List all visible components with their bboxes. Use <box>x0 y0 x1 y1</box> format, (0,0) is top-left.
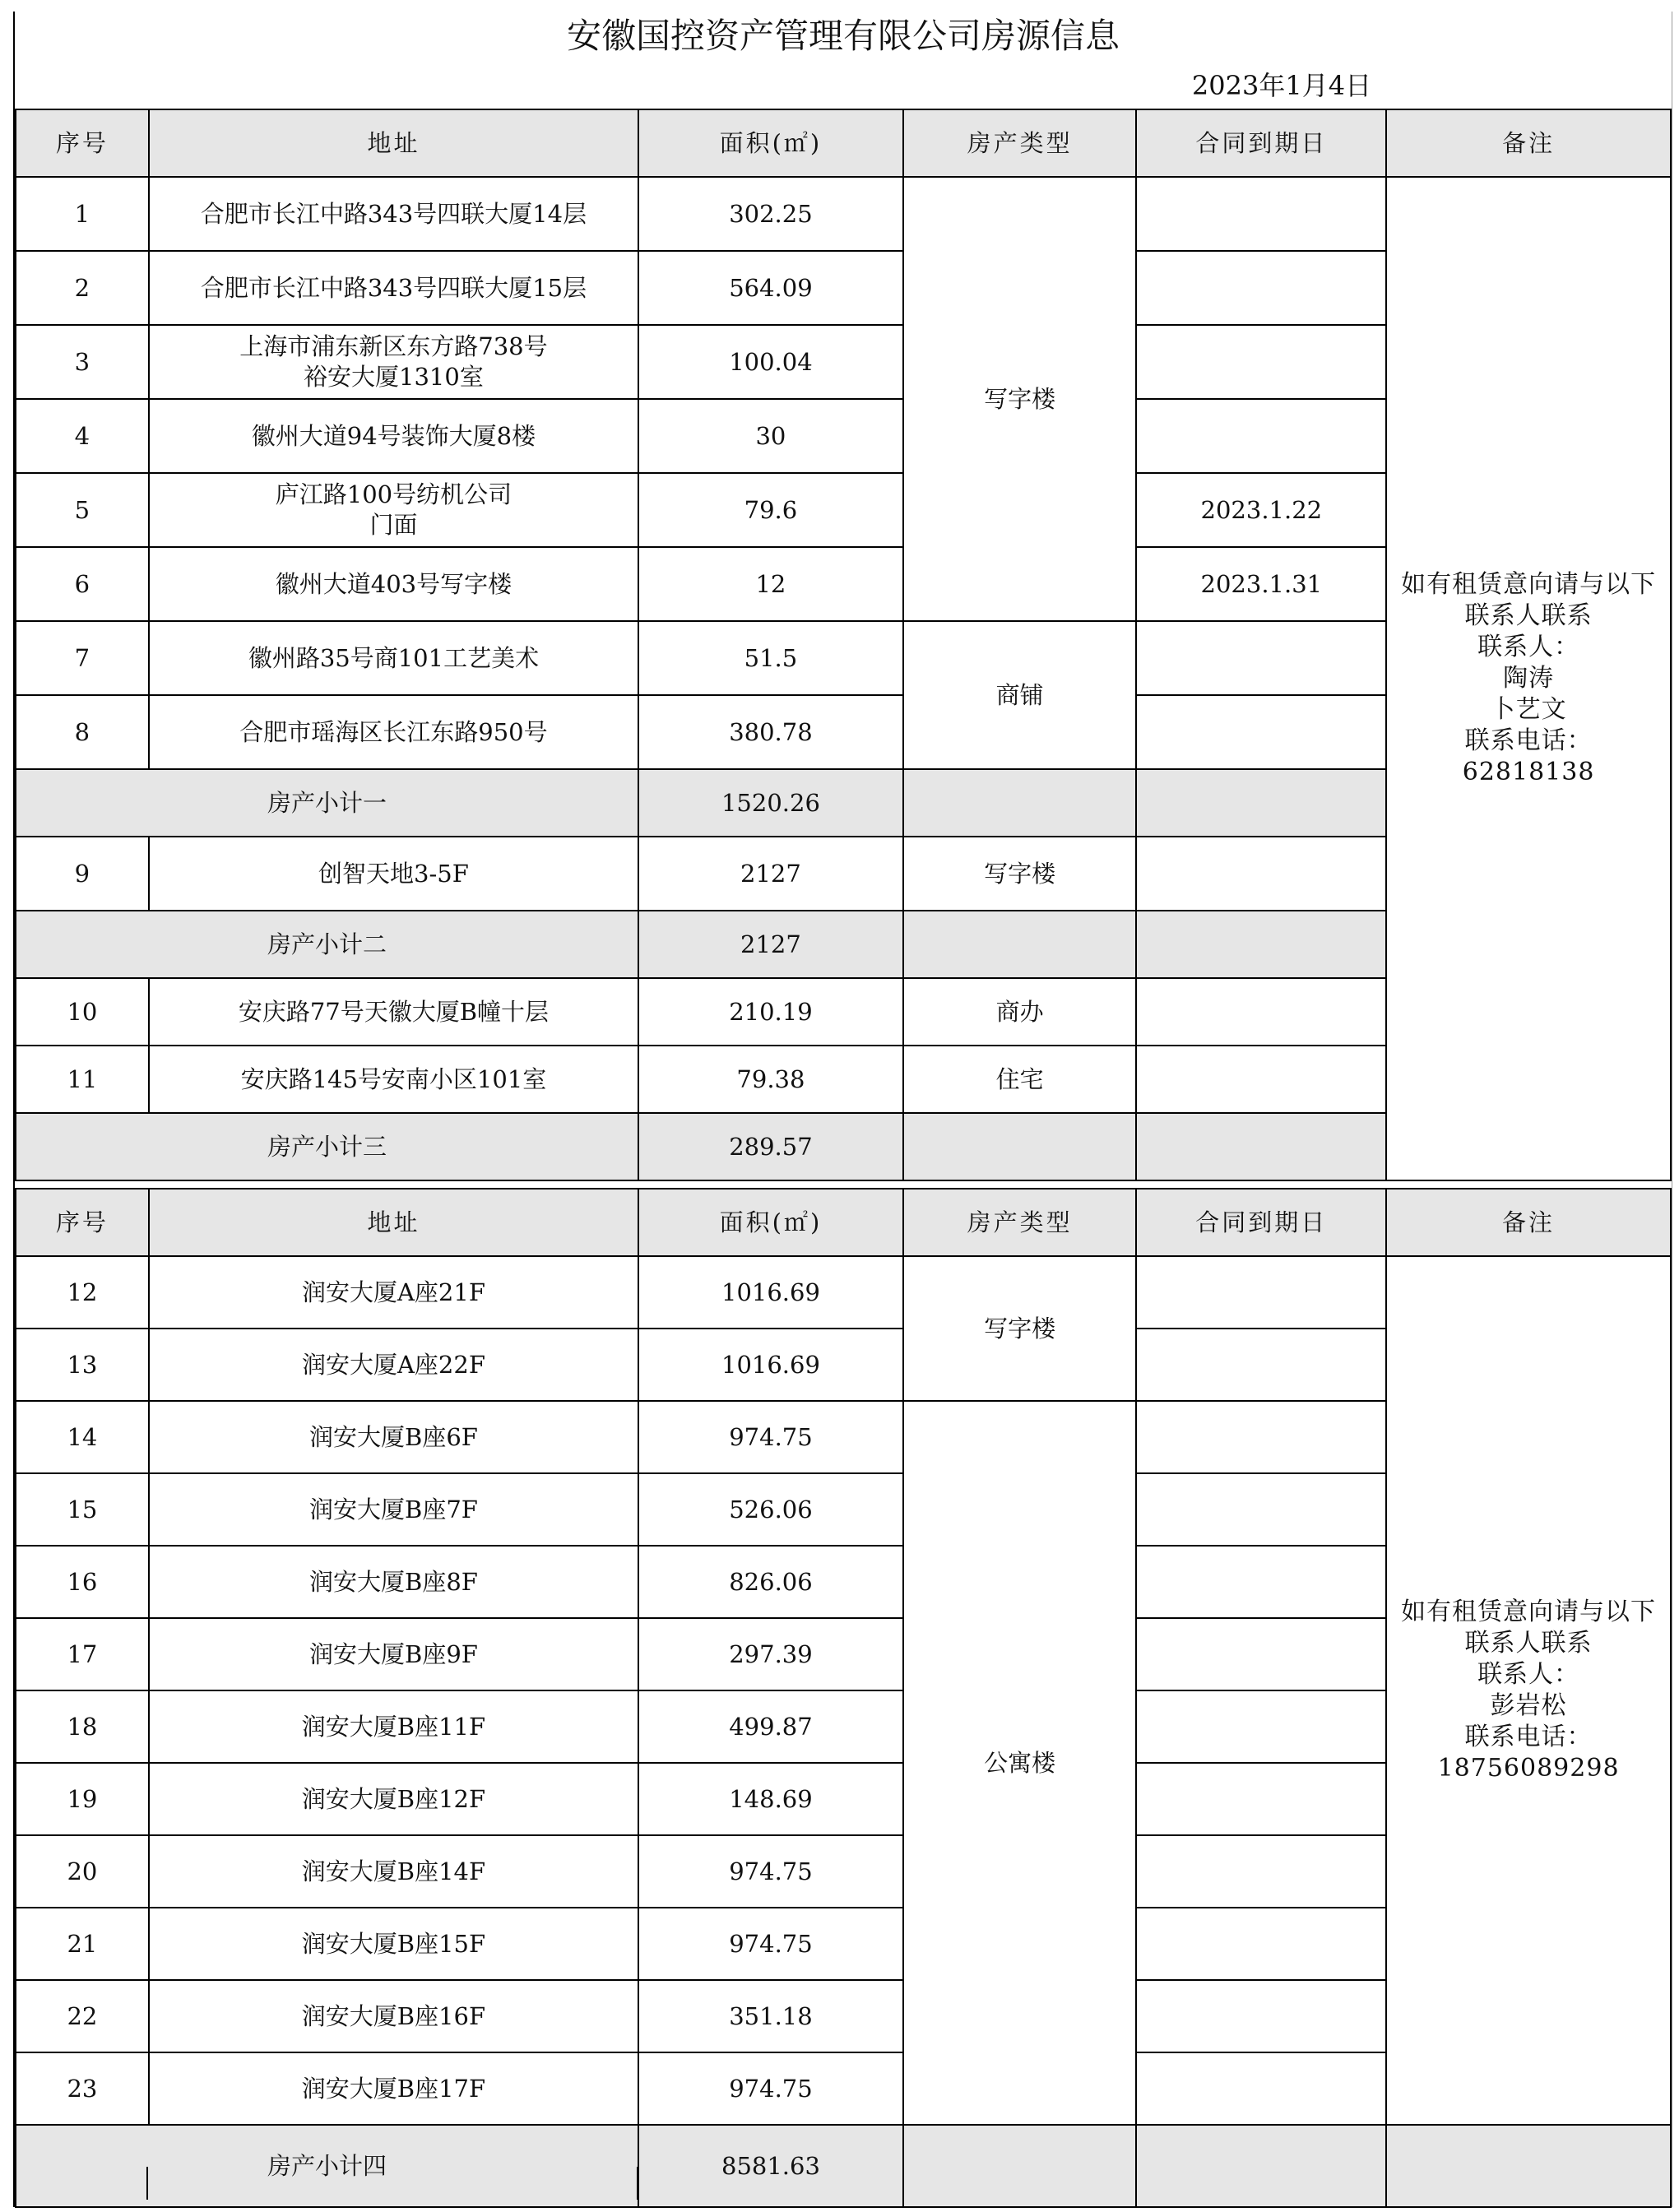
property-table-1 <box>15 109 1672 1181</box>
cell-due: 2023.1.22 <box>1136 473 1386 547</box>
cell-no: 11 <box>16 1046 149 1113</box>
cell-address <box>149 325 638 399</box>
cell-address: 润安大厦B座12F <box>149 1763 638 1835</box>
cell-due <box>1136 1046 1386 1113</box>
note-line: 联系人： <box>1477 1660 1580 1689</box>
cell-address: 润安大厦B座8F <box>149 1546 638 1618</box>
note-line: 如有租赁意向请与以下 <box>1401 570 1657 599</box>
cell-area: 79.38 <box>638 1046 903 1113</box>
cell-no: 7 <box>16 621 149 695</box>
cell-area: 2127 <box>638 837 903 911</box>
cell-area: 12 <box>638 547 903 621</box>
header-type: 房产类型 <box>903 1189 1137 1256</box>
subtotal-empty <box>1136 911 1386 978</box>
cell-due <box>1136 1763 1386 1835</box>
table-row <box>16 177 1671 251</box>
header-area: 面积(㎡) <box>638 1189 903 1256</box>
cell-no: 3 <box>16 325 149 399</box>
subtotal-label: 房产小计三 <box>16 1113 638 1180</box>
cell-due <box>1136 1980 1386 2052</box>
cell-due <box>1136 1618 1386 1690</box>
cell-address: 润安大厦B座11F <box>149 1690 638 1763</box>
cell-due <box>1136 978 1386 1046</box>
cell-no: 20 <box>16 1835 149 1908</box>
cell-address: 润安大厦B座17F <box>149 2052 638 2125</box>
cell-address <box>149 473 638 547</box>
cell-area: 564.09 <box>638 251 903 325</box>
cell-area: 302.25 <box>638 177 903 251</box>
cell-address: 润安大厦B座15F <box>149 1908 638 1980</box>
cell-area: 30 <box>638 399 903 473</box>
cell-due <box>1136 1835 1386 1908</box>
note-line: 彭岩松 <box>1490 1691 1567 1720</box>
cell-due <box>1136 177 1386 251</box>
cell-area: 974.75 <box>638 1908 903 1980</box>
address-line: 上海市浦东新区东方路738号 <box>239 332 548 360</box>
cell-due <box>1136 251 1386 325</box>
cell-area: 974.75 <box>638 2052 903 2125</box>
contact-note-2 <box>1386 1256 1671 2125</box>
cell-area: 297.39 <box>638 1618 903 1690</box>
cell-no: 12 <box>16 1256 149 1329</box>
cell-no: 22 <box>16 1980 149 2052</box>
column-divider <box>146 2167 148 2200</box>
header-due: 合同到期日 <box>1136 1189 1386 1256</box>
cell-address: 润安大厦B座7F <box>149 1473 638 1546</box>
subtotal-label: 房产小计四 <box>16 2125 638 2207</box>
cell-no: 18 <box>16 1690 149 1763</box>
header-note: 备注 <box>1386 109 1671 177</box>
cell-address: 润安大厦B座14F <box>149 1835 638 1908</box>
cell-type: 商办 <box>903 978 1137 1046</box>
subtotal-value: 2127 <box>638 911 903 978</box>
cell-area: 499.87 <box>638 1690 903 1763</box>
subtotal-value: 1520.26 <box>638 769 903 837</box>
note-line: 联系人联系 <box>1464 601 1593 630</box>
cell-type-shop: 商铺 <box>903 621 1137 769</box>
cell-address: 安庆路77号天徽大厦B幢十层 <box>149 978 638 1046</box>
header-no: 序号 <box>16 109 149 177</box>
cell-type-office: 写字楼 <box>903 177 1137 621</box>
cell-type: 写字楼 <box>903 837 1137 911</box>
cell-due <box>1136 837 1386 911</box>
cell-due <box>1136 1329 1386 1401</box>
cell-area: 51.5 <box>638 621 903 695</box>
note-line: 陶涛 <box>1503 664 1555 693</box>
cell-due <box>1136 399 1386 473</box>
header-note: 备注 <box>1386 1189 1671 1256</box>
note-line: 62818138 <box>1462 758 1595 786</box>
note-line: 卜艺文 <box>1490 695 1567 724</box>
cell-address: 润安大厦B座16F <box>149 1980 638 2052</box>
cell-address: 徽州大道94号装饰大厦8楼 <box>149 399 638 473</box>
table-header-row <box>16 1189 1671 1256</box>
cell-due: 2023.1.31 <box>1136 547 1386 621</box>
subtotal-empty <box>1136 1113 1386 1180</box>
cell-area: 210.19 <box>638 978 903 1046</box>
cell-no: 23 <box>16 2052 149 2125</box>
cell-no: 1 <box>16 177 149 251</box>
cell-area: 1016.69 <box>638 1256 903 1329</box>
cell-address: 创智天地3-5F <box>149 837 638 911</box>
cell-no: 19 <box>16 1763 149 1835</box>
subtotal-empty <box>1136 769 1386 837</box>
note-line: 如有租赁意向请与以下 <box>1401 1598 1657 1626</box>
cell-area: 380.78 <box>638 695 903 769</box>
address-line: 庐江路100号纺机公司 <box>275 480 513 508</box>
cell-no: 4 <box>16 399 149 473</box>
column-divider <box>637 2167 638 2200</box>
note-line: 联系电话： <box>1464 1723 1593 1751</box>
cell-no: 6 <box>16 547 149 621</box>
cell-address: 安庆路145号安南小区101室 <box>149 1046 638 1113</box>
cell-area: 148.69 <box>638 1763 903 1835</box>
cell-no: 15 <box>16 1473 149 1546</box>
cell-address: 徽州路35号商101工艺美术 <box>149 621 638 695</box>
cell-address: 徽州大道403号写字楼 <box>149 547 638 621</box>
cell-due <box>1136 1908 1386 1980</box>
subtotal-label: 房产小计二 <box>16 911 638 978</box>
note-line: 联系人： <box>1477 633 1580 661</box>
cell-no: 17 <box>16 1618 149 1690</box>
cell-area: 79.6 <box>638 473 903 547</box>
subtotal-value: 289.57 <box>638 1113 903 1180</box>
cell-area: 826.06 <box>638 1546 903 1618</box>
cell-due <box>1136 1473 1386 1546</box>
subtotal-empty <box>903 769 1137 837</box>
cell-no: 14 <box>16 1401 149 1473</box>
property-table-2 <box>15 1188 1672 2208</box>
cell-no: 2 <box>16 251 149 325</box>
address-line: 裕安大厦1310室 <box>304 363 484 391</box>
cell-due <box>1136 1256 1386 1329</box>
cell-address: 合肥市长江中路343号四联大厦14层 <box>149 177 638 251</box>
note-line: 联系电话： <box>1464 726 1593 755</box>
cell-due <box>1136 1690 1386 1763</box>
address-line: 门面 <box>369 511 418 539</box>
cell-address: 合肥市长江中路343号四联大厦15层 <box>149 251 638 325</box>
subtotal-empty <box>903 911 1137 978</box>
note-line: 联系人联系 <box>1464 1629 1593 1658</box>
cell-type-office: 写字楼 <box>903 1256 1137 1401</box>
note-line: 18756089298 <box>1437 1754 1620 1783</box>
header-type: 房产类型 <box>903 109 1137 177</box>
cell-address: 润安大厦B座6F <box>149 1401 638 1473</box>
cell-area: 1016.69 <box>638 1329 903 1401</box>
cell-address: 润安大厦A座21F <box>149 1256 638 1329</box>
cell-due <box>1136 325 1386 399</box>
header-no: 序号 <box>16 1189 149 1256</box>
cell-due <box>1136 695 1386 769</box>
report-date: 2023年1月4日 <box>1191 70 1372 101</box>
cell-address: 润安大厦A座22F <box>149 1329 638 1401</box>
cell-no: 8 <box>16 695 149 769</box>
cell-due <box>1136 2052 1386 2125</box>
cell-due <box>1136 1401 1386 1473</box>
cell-address: 合肥市瑶海区长江东路950号 <box>149 695 638 769</box>
cell-type-apartment: 公寓楼 <box>903 1401 1137 2125</box>
table-header-row <box>16 109 1671 177</box>
cell-area: 974.75 <box>638 1401 903 1473</box>
header-area: 面积(㎡) <box>638 109 903 177</box>
cell-area: 974.75 <box>638 1835 903 1908</box>
cell-area: 526.06 <box>638 1473 903 1546</box>
subtotal-value: 8581.63 <box>638 2125 903 2207</box>
table-row <box>16 1256 1671 1329</box>
header-due: 合同到期日 <box>1136 109 1386 177</box>
cell-no: 10 <box>16 978 149 1046</box>
cell-area: 100.04 <box>638 325 903 399</box>
subtotal-label: 房产小计一 <box>16 769 638 837</box>
subtotal-empty <box>903 1113 1137 1180</box>
cell-due <box>1136 621 1386 695</box>
header-address: 地址 <box>149 109 638 177</box>
cell-no: 9 <box>16 837 149 911</box>
contact-note-1 <box>1386 177 1671 1180</box>
blank-footer-row <box>15 2167 1672 2200</box>
cell-no: 21 <box>16 1908 149 1980</box>
spreadsheet <box>13 12 1672 2207</box>
cell-due <box>1136 1546 1386 1618</box>
header-address: 地址 <box>149 1189 638 1256</box>
page-title: 安徽国控资产管理有限公司房源信息 <box>566 16 1120 56</box>
cell-no: 5 <box>16 473 149 547</box>
cell-no: 16 <box>16 1546 149 1618</box>
cell-area: 351.18 <box>638 1980 903 2052</box>
cell-address: 润安大厦B座9F <box>149 1618 638 1690</box>
cell-no: 13 <box>16 1329 149 1401</box>
cell-type: 住宅 <box>903 1046 1137 1113</box>
